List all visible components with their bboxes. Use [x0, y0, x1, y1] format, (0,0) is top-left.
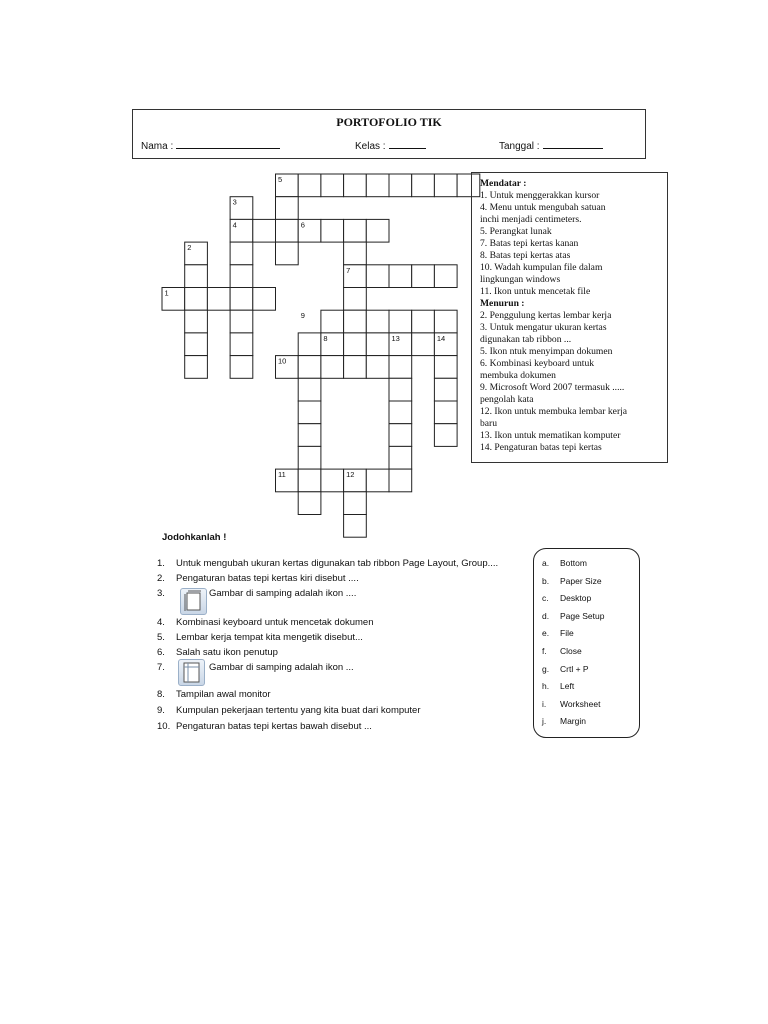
crossword-cell[interactable]: [230, 333, 253, 356]
page-size-icon: [180, 588, 207, 615]
crossword-cell[interactable]: [230, 310, 253, 333]
crossword-cell[interactable]: [434, 356, 457, 379]
clue-menurun: 5. Ikon ntuk menyimpan dokumen: [480, 346, 613, 357]
clue-menurun: baru: [480, 418, 498, 429]
crossword-number: 8: [323, 333, 328, 343]
crossword-cell[interactable]: [185, 310, 208, 333]
clue-menurun: 3. Untuk mengatur ukuran kertas: [480, 322, 607, 333]
crossword-cell[interactable]: [185, 333, 208, 356]
crossword-cell[interactable]: [298, 424, 321, 447]
crossword-cell[interactable]: [321, 356, 344, 379]
crossword-cell[interactable]: [344, 356, 367, 379]
crossword-cell[interactable]: [321, 469, 344, 492]
clues-box: [471, 172, 668, 463]
crossword-cell[interactable]: [230, 288, 253, 311]
crossword-cell[interactable]: [298, 401, 321, 424]
clue-menurun: 12. Ikon untuk membuka lembar kerja: [480, 406, 628, 417]
answer-item: g. Crtl + P: [542, 664, 589, 674]
question-item: 9. Kumpulan pekerjaan tertentu yang kita buat dari komputer: [157, 705, 421, 716]
page-title: PORTOFOLIO TIK: [336, 115, 442, 129]
crossword-number: 4: [232, 220, 237, 230]
crossword-cell[interactable]: [185, 356, 208, 379]
crossword-cell[interactable]: [276, 197, 299, 220]
crossword-cell[interactable]: [389, 378, 412, 401]
crossword-number: 3: [232, 197, 237, 207]
crossword-cell[interactable]: [298, 378, 321, 401]
crossword-cell[interactable]: [366, 356, 389, 379]
clue-mendatar: 1. Untuk menggerakkan kursor: [480, 190, 600, 201]
clue-menurun: digunakan tab ribbon ...: [480, 334, 572, 345]
clue-menurun: 2. Penggulung kertas lembar kerja: [480, 310, 612, 321]
crossword-number: 9: [300, 311, 305, 321]
crossword-cell[interactable]: [185, 265, 208, 288]
question-item: 6. Salah satu ikon penutup: [157, 647, 278, 658]
crossword-cell[interactable]: [276, 242, 299, 265]
crossword-number: 7: [346, 265, 351, 275]
crossword-number: 1: [164, 288, 169, 298]
crossword-cell[interactable]: [366, 469, 389, 492]
crossword-cell[interactable]: [253, 288, 276, 311]
question-item: 2. Pengaturan batas tepi kertas kiri disebut ....: [157, 573, 359, 584]
crossword-cell[interactable]: [344, 333, 367, 356]
crossword-cell[interactable]: [389, 356, 412, 379]
question-item: 4. Kombinasi keyboard untuk mencetak dokumen: [157, 617, 374, 628]
clue-mendatar: 10. Wadah kumpulan file dalam: [480, 262, 603, 273]
crossword-cell[interactable]: [412, 265, 435, 288]
crossword-cell[interactable]: [321, 310, 344, 333]
clue-mendatar: 5. Perangkat lunak: [480, 226, 552, 237]
answer-item: j. Margin: [542, 716, 586, 726]
margins-icon: [178, 659, 205, 686]
crossword-cell[interactable]: [389, 174, 412, 197]
answer-item: d. Page Setup: [542, 611, 605, 621]
crossword-number: 12: [346, 470, 355, 480]
clue-menurun: 14. Pengaturan batas tepi kertas: [480, 442, 602, 453]
crossword-cell[interactable]: [389, 446, 412, 469]
answer-item: e. File: [542, 628, 574, 638]
crossword-cell[interactable]: [389, 469, 412, 492]
crossword-cell[interactable]: [389, 401, 412, 424]
crossword-cell[interactable]: [298, 446, 321, 469]
matching-title: Jodohkanlah !: [162, 532, 227, 543]
question-item: 7. Gambar di samping adalah ikon ...: [157, 662, 354, 673]
menurun-heading: Menurun :: [480, 298, 525, 309]
crossword-cell[interactable]: [298, 469, 321, 492]
crossword-number: 11: [278, 470, 286, 480]
answer-item: h. Left: [542, 681, 575, 691]
crossword-number: 2: [187, 243, 192, 253]
crossword-cell[interactable]: [389, 265, 412, 288]
answer-item: f. Close: [542, 646, 582, 656]
clue-menurun: 13. Ikon untuk mematikan komputer: [480, 430, 621, 441]
crossword-cell[interactable]: [298, 492, 321, 515]
crossword-cell[interactable]: [389, 310, 412, 333]
question-item: 3. Gambar di samping adalah ikon ....: [157, 588, 357, 599]
clue-mendatar: inchi menjadi centimeters.: [480, 214, 582, 225]
crossword-cell[interactable]: [321, 174, 344, 197]
question-item: 8. Tampilan awal monitor: [157, 689, 271, 700]
answer-item: c. Desktop: [542, 593, 592, 603]
crossword-cell[interactable]: [434, 310, 457, 333]
crossword-cell[interactable]: [434, 265, 457, 288]
answer-item: i. Worksheet: [542, 699, 601, 709]
clue-menurun: pengolah kata: [480, 394, 534, 405]
answer-item: a. Bottom: [542, 558, 587, 568]
crossword-cell[interactable]: [276, 219, 299, 242]
question-item: 5. Lembar kerja tempat kita mengetik disebut...: [157, 632, 363, 643]
crossword-number: 5: [278, 175, 283, 184]
clue-mendatar: lingkungan windows: [480, 274, 561, 285]
crossword-cell[interactable]: [389, 424, 412, 447]
mendatar-heading: Mendatar :: [480, 178, 527, 189]
clue-mendatar: 11. Ikon untuk mencetak file: [480, 286, 591, 297]
nama-label: Nama :: [141, 141, 174, 152]
crossword-cell[interactable]: [344, 219, 367, 242]
tanggal-label: Tanggal :: [499, 141, 540, 152]
crossword-cell[interactable]: [298, 174, 321, 197]
kelas-label: Kelas :: [355, 141, 386, 152]
clue-mendatar: 7. Batas tepi kertas kanan: [480, 238, 579, 249]
clue-menurun: membuka dokumen: [480, 370, 556, 381]
crossword-cell[interactable]: [185, 288, 208, 311]
question-item: 1. Untuk mengubah ukuran kertas digunakan tab ribbon Page Layout, Group....: [157, 558, 499, 569]
clue-mendatar: 4. Menu untuk mengubah satuan: [480, 202, 606, 213]
crossword-cell[interactable]: [344, 310, 367, 333]
clue-menurun: 6. Kombinasi keyboard untuk: [480, 358, 595, 369]
clue-mendatar: 8. Batas tepi kertas atas: [480, 250, 571, 261]
crossword-cell[interactable]: [344, 242, 367, 265]
crossword-cell[interactable]: [298, 333, 321, 356]
answer-item: b. Paper Size: [542, 576, 602, 586]
crossword-cell[interactable]: [207, 288, 230, 311]
crossword-cell[interactable]: [434, 174, 457, 197]
crossword-cell[interactable]: [344, 515, 367, 538]
crossword-cell[interactable]: [298, 356, 321, 379]
crossword-cell[interactable]: [412, 333, 435, 356]
crossword-cell[interactable]: [344, 174, 367, 197]
crossword-number: 10: [278, 356, 287, 366]
crossword-cell[interactable]: [434, 424, 457, 447]
crossword-cell[interactable]: [366, 174, 389, 197]
crossword-cell[interactable]: [253, 219, 276, 242]
clue-menurun: 9. Microsoft Word 2007 termasuk .....: [480, 382, 625, 393]
crossword-cell[interactable]: [434, 401, 457, 424]
crossword-number: 14: [436, 333, 446, 343]
crossword-cell[interactable]: [366, 219, 389, 242]
crossword-cell[interactable]: [412, 310, 435, 333]
crossword-cell[interactable]: [230, 356, 253, 379]
crossword-cell[interactable]: [412, 174, 435, 197]
crossword-cell[interactable]: [366, 265, 389, 288]
crossword-number: 13: [391, 333, 400, 343]
crossword-cell[interactable]: [366, 310, 389, 333]
crossword-cell[interactable]: [230, 265, 253, 288]
crossword-cell[interactable]: [344, 288, 367, 311]
crossword-number: 6: [300, 220, 305, 230]
crossword-cell[interactable]: [321, 219, 344, 242]
crossword-cell[interactable]: [434, 378, 457, 401]
crossword-cell[interactable]: [366, 333, 389, 356]
crossword-cell[interactable]: [230, 242, 253, 265]
crossword-cell[interactable]: [344, 492, 367, 515]
question-item: 10. Pengaturan batas tepi kertas bawah disebut ...: [157, 721, 372, 732]
